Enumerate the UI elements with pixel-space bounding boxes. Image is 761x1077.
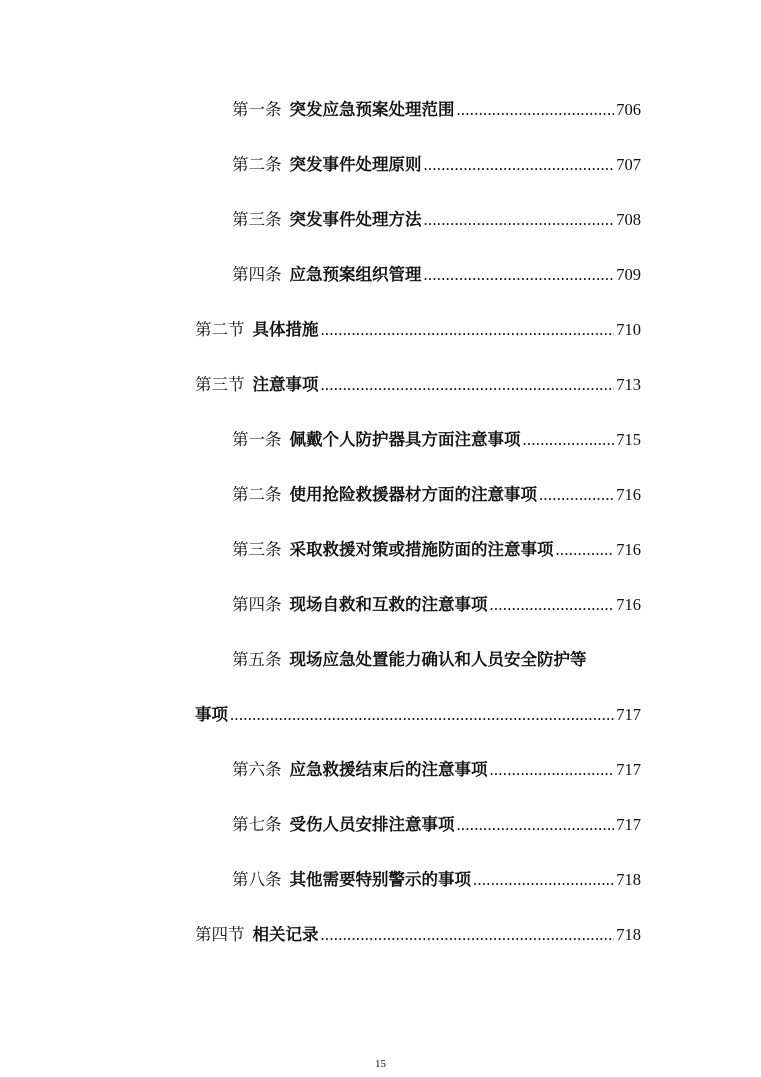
- toc-entry[interactable]: [0, 260, 761, 290]
- toc-entry[interactable]: [0, 755, 761, 785]
- toc-entry[interactable]: [0, 480, 761, 510]
- dot-leader: [457, 810, 615, 840]
- toc-entry-number: 第四条: [232, 265, 282, 284]
- dot-leader: [424, 260, 615, 290]
- toc-entry-page: 716: [616, 540, 641, 559]
- toc-entry-page: 717: [616, 760, 641, 779]
- dot-leader: [523, 425, 615, 455]
- toc-entry-title: 现场自救和互救的注意事项: [289, 595, 488, 614]
- toc-entry-page: 710: [616, 320, 641, 339]
- toc-entry[interactable]: [0, 95, 761, 125]
- toc-entry[interactable]: [0, 535, 761, 565]
- toc-entry-title: 突发事件处理方法: [289, 210, 422, 229]
- toc-entry-title: 具体措施: [252, 320, 319, 339]
- toc-entry-number: 第一条: [232, 100, 282, 119]
- toc-entry-number: 第二条: [232, 485, 282, 504]
- toc-entry-title: 突发应急预案处理范围: [289, 100, 455, 119]
- toc-entry-title: 其他需要特别警示的事项: [289, 870, 471, 889]
- toc-entry[interactable]: [0, 810, 761, 840]
- dot-leader: [556, 535, 615, 565]
- toc-entry-title: 相关记录: [252, 925, 319, 944]
- toc-entry-title: 突发事件处理原则: [289, 155, 422, 174]
- dot-leader: [424, 205, 615, 235]
- toc-entry-page: 716: [616, 485, 641, 504]
- toc-entry-number: 第七条: [232, 815, 282, 834]
- toc-entry[interactable]: [0, 205, 761, 235]
- toc-entry-page: 717: [616, 815, 641, 834]
- toc-entry-page: 713: [616, 375, 641, 394]
- toc-entry-page: 717: [616, 705, 641, 724]
- toc-entry-title: 佩戴个人防护器具方面注意事项: [289, 430, 521, 449]
- toc-entry-number: 第三节: [195, 375, 245, 394]
- toc-section-entry[interactable]: [0, 315, 761, 345]
- toc-entry-number: 第八条: [232, 870, 282, 889]
- dot-leader: [424, 150, 615, 180]
- toc-entry-title: 应急预案组织管理: [289, 265, 422, 284]
- dot-leader: [539, 480, 614, 510]
- toc-entry-title-continued: 事项: [195, 705, 228, 724]
- toc-entry-wrapped[interactable]: [0, 645, 761, 730]
- toc-entry[interactable]: [0, 590, 761, 620]
- toc-entry-page: 715: [616, 430, 641, 449]
- dot-leader: [321, 920, 615, 950]
- toc-entry-title: 使用抢险救援器材方面的注意事项: [289, 485, 537, 504]
- dot-leader: [473, 865, 614, 895]
- toc-entry-number: 第六条: [232, 760, 282, 779]
- toc-entry-page: 718: [616, 870, 641, 889]
- dot-leader: [490, 755, 615, 785]
- toc-entry[interactable]: [0, 865, 761, 895]
- toc-section-entry[interactable]: [0, 370, 761, 400]
- toc-entry-page: 718: [616, 925, 641, 944]
- toc-entry-page: 716: [616, 595, 641, 614]
- toc-entry-page: 707: [616, 155, 641, 174]
- toc-entry-number: 第三条: [232, 540, 282, 559]
- toc-entry-page: 706: [616, 100, 641, 119]
- toc-entry-number: 第四节: [195, 925, 245, 944]
- toc-entry-number: 第三条: [232, 210, 282, 229]
- toc-entry-number: 第二节: [195, 320, 245, 339]
- dot-leader: [321, 315, 615, 345]
- dot-leader: [490, 590, 615, 620]
- toc-entry-number: 第一条: [232, 430, 282, 449]
- toc-entry-number: 第四条: [232, 595, 282, 614]
- toc-entry-page: 708: [616, 210, 641, 229]
- toc-entry-number: 第五条: [232, 650, 282, 669]
- toc-entry-title: 采取救援对策或措施防面的注意事项: [289, 540, 554, 559]
- toc-entry-page: 709: [616, 265, 641, 284]
- toc-entry[interactable]: [0, 425, 761, 455]
- toc-entry[interactable]: [0, 150, 761, 180]
- toc-entry-title: 注意事项: [252, 375, 319, 394]
- toc-section-entry[interactable]: [0, 920, 761, 950]
- toc-entry-title: 现场应急处置能力确认和人员安全防护等: [289, 650, 587, 669]
- toc-entry-title: 受伤人员安排注意事项: [289, 815, 455, 834]
- dot-leader: [321, 370, 615, 400]
- toc-entry-number: 第二条: [232, 155, 282, 174]
- dot-leader: [457, 95, 615, 125]
- page-number: 15: [375, 1058, 386, 1070]
- toc-entry-title: 应急救援结束后的注意事项: [289, 760, 488, 779]
- dot-leader: [230, 700, 614, 730]
